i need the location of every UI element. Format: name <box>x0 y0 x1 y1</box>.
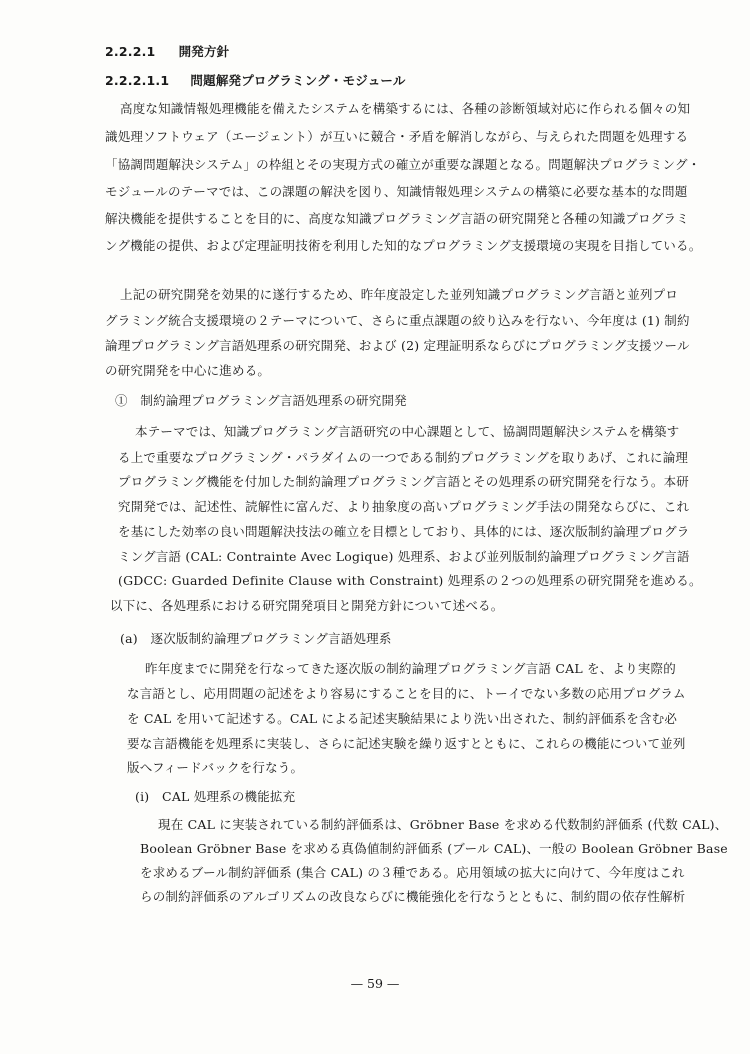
section-number: 2.2.2.1 <box>105 44 156 59</box>
paragraph-line: 識処理ソフトウェア（エージェント）が互いに競合・矛盾を解消しながら、与えられた問題を処理する <box>105 129 689 144</box>
item-heading-1: ① 制約論理プログラミング言語処理系の研究開発 <box>115 393 407 408</box>
paragraph-line: を求めるブール制約評価系 (集合 CAL) の３種である。応用領域の拡大に向けて、今年度はこれ <box>140 865 685 880</box>
page-number: — 59 — <box>350 976 400 991</box>
paragraph-line: 「協調問題解決システム」の枠組とその実現方式の確立が重要な課題となる。問題解決プログラミング・ <box>105 157 701 172</box>
item-heading-a: (a) 逐次版制約論理プログラミング言語処理系 <box>120 631 392 646</box>
paragraph-line: ング機能の提供、および定理証明技術を利用した知的なプログラミング支援環境の実現を目指している。 <box>105 238 702 253</box>
paragraph-line: を CAL を用いて記述する。CAL による記述実験結果により洗い出された、制約評価系を含む必 <box>127 711 678 726</box>
paragraph-line: 本テーマでは、知識プログラミング言語研究の中心課題として、協調問題解決システムを構築す <box>135 424 680 439</box>
paragraph-line: 究開発では、記述性、読解性に富んだ、より抽象度の高いプログラミング手法の開発ならびに、これ <box>118 499 690 514</box>
paragraph-line: Boolean Gröbner Base を求める真偽値制約評価系 (ブール CAL)、一般の Boolean Gröbner Base <box>140 841 728 856</box>
paragraph-line: モジュールのテーマでは、この課題の解決を図り、知識情報処理システムの構築に必要な基本的な問題 <box>105 184 688 199</box>
section-heading-2221 <box>105 44 229 60</box>
section-title: 問題解発プログラミング・モジュール <box>190 73 406 88</box>
section-heading-22211 <box>105 73 406 89</box>
paragraph-line: プログラミング機能を付加した制約論理プログラミング言語とその処理系の研究開発を行なう。本研 <box>118 474 690 489</box>
paragraph-line: らの制約評価系のアルゴリズムの改良ならびに機能強化を行なうとともに、制約間の依存性解析 <box>140 889 686 904</box>
paragraph-line: 以下に、各処理系における研究開発項目と開発方針について述べる。 <box>110 598 504 613</box>
paragraph-line: 上記の研究開発を効果的に遂行するため、昨年度設定した並列知識プログラミング言語と並列プロ <box>120 287 679 302</box>
paragraph-line: 論理プログラミング言語処理系の研究開発、および (2) 定理証明系ならびにプログラミング支援ツール <box>105 338 690 353</box>
paragraph-line: (GDCC: Guarded Definite Clause with Constraint) 処理系の２つの処理系の研究開発を進める。 <box>118 573 702 588</box>
paragraph-line: の研究開発を中心に進める。 <box>105 363 271 378</box>
paragraph-line: 昨年度までに開発を行なってきた逐次版の制約論理プログラミング言語 CAL を、より実際的 <box>145 661 676 676</box>
paragraph-line: 版へフィードバックを行なう。 <box>127 760 304 775</box>
paragraph-line: を基にした効率の良い問題解決技法の確立を目標としており、具体的には、逐次版制約論理プログラ <box>118 524 690 539</box>
paragraph-line: 解決機能を提供することを目的に、高度な知識プログラミング言語の研究開発と各種の知識プログラミ <box>105 211 689 226</box>
paragraph-line: ミング言語 (CAL: Contrainte Avec Logique) 処理系、および並列版制約論理プログラミング言語 <box>118 549 690 564</box>
item-heading-i: (i) CAL 処理系の機能拡充 <box>135 789 296 804</box>
section-title: 開発方針 <box>178 44 230 59</box>
section-number: 2.2.2.1.1 <box>105 73 170 88</box>
paragraph-line: 要な言語機能を処理系に実装し、さらに記述実験を繰り返すとともに、これらの機能について並列 <box>127 736 686 751</box>
paragraph-line: 高度な知識情報処理機能を備えたシステムを構築するには、各種の診断領域対応に作られる個々の知 <box>120 101 691 116</box>
paragraph-line: 現在 CAL に実装されている制約評価系は、Gröbner Base を求める代数制約評価系 (代数 CAL)、 <box>158 817 728 832</box>
paragraph-line: な言語とし、応用問題の記述をより容易にすることを目的に、トーイでない多数の応用プログラム <box>127 686 686 701</box>
paragraph-line: グラミング統合支援環境の２テーマについて、さらに重点課題の絞り込みを行ない、今年度は (1) 制約 <box>105 313 690 328</box>
paragraph-line: る上で重要なプログラミング・パラダイムの一つである制約プログラミングを取りあげ、これに論理 <box>118 450 689 465</box>
